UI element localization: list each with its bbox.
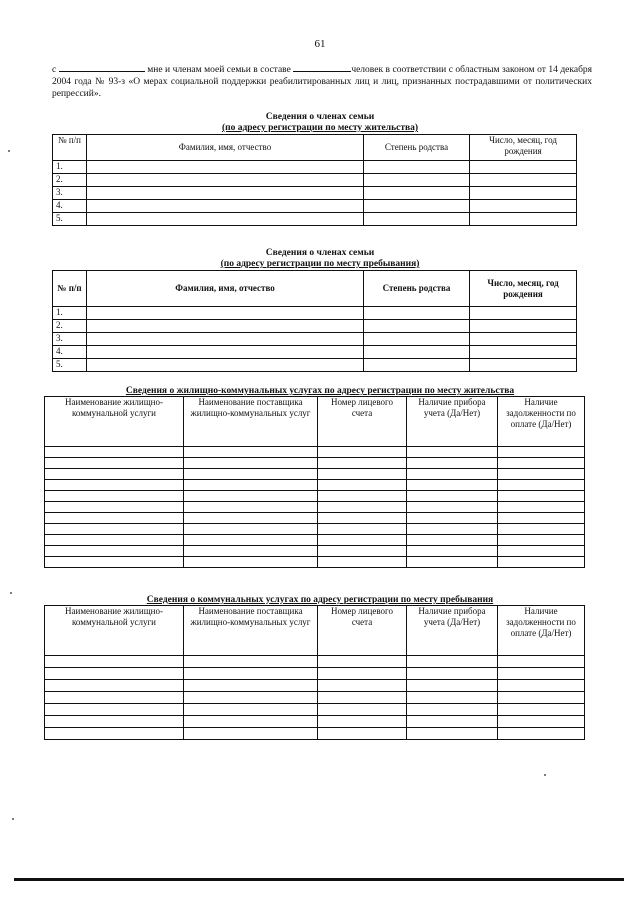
section-family-residence-title <box>0 112 640 134</box>
cell-account[interactable] <box>318 447 407 458</box>
cell-service[interactable] <box>45 513 184 524</box>
family-residence-table <box>52 134 577 226</box>
cell-account[interactable] <box>318 716 407 728</box>
cell-account[interactable] <box>318 728 407 740</box>
cell-account[interactable] <box>318 668 407 680</box>
scan-speck <box>544 774 546 776</box>
cell-debt[interactable] <box>498 546 585 557</box>
cell-account[interactable] <box>318 524 407 535</box>
cell-service[interactable] <box>45 535 184 546</box>
cell-provider[interactable] <box>184 491 318 502</box>
cell-service[interactable] <box>45 716 184 728</box>
cell-service[interactable] <box>45 480 184 491</box>
section-subtitle: (по адресу регистрации по месту пребывания) <box>220 259 420 269</box>
header-relation: Степень родства <box>364 135 470 161</box>
cell-meter[interactable] <box>407 557 498 568</box>
header-meter: Наличие прибора учета (Да/Нет) <box>407 397 498 447</box>
row-number: 4. <box>53 200 87 213</box>
cell-service[interactable] <box>45 668 184 680</box>
intro-paragraph <box>52 62 592 100</box>
row-number: 3. <box>53 187 87 200</box>
cell-meter[interactable] <box>407 480 498 491</box>
family-stay-table <box>52 270 577 372</box>
page-bottom-rule <box>14 878 624 881</box>
cell-account[interactable] <box>318 491 407 502</box>
cell-meter[interactable] <box>407 728 498 740</box>
row-number: 1. <box>53 161 87 174</box>
header-number: № п/п <box>53 271 87 307</box>
cell-meter[interactable] <box>407 469 498 480</box>
cell-fio[interactable] <box>87 307 364 320</box>
cell-birthdate[interactable] <box>470 161 577 174</box>
row-number: 3. <box>53 333 87 346</box>
cell-debt[interactable] <box>498 513 585 524</box>
cell-provider[interactable] <box>184 524 318 535</box>
cell-service[interactable] <box>45 491 184 502</box>
cell-provider[interactable] <box>184 557 318 568</box>
cell-birthdate[interactable] <box>470 346 577 359</box>
cell-account[interactable] <box>318 513 407 524</box>
cell-relation[interactable] <box>364 320 470 333</box>
cell-birthdate[interactable] <box>470 174 577 187</box>
section-subtitle: (по адресу регистрации по месту жительства) <box>221 123 419 133</box>
cell-meter[interactable] <box>407 704 498 716</box>
cell-provider[interactable] <box>184 469 318 480</box>
cell-birthdate[interactable] <box>470 320 577 333</box>
cell-debt[interactable] <box>498 469 585 480</box>
cell-provider[interactable] <box>184 692 318 704</box>
row-number: 2. <box>53 320 87 333</box>
cell-birthdate[interactable] <box>470 213 577 226</box>
cell-provider[interactable] <box>184 704 318 716</box>
cell-provider[interactable] <box>184 680 318 692</box>
cell-service[interactable] <box>45 458 184 469</box>
cell-meter[interactable] <box>407 656 498 668</box>
cell-service[interactable] <box>45 704 184 716</box>
cell-service[interactable] <box>45 557 184 568</box>
cell-debt[interactable] <box>498 716 585 728</box>
cell-provider[interactable] <box>184 656 318 668</box>
cell-account[interactable] <box>318 680 407 692</box>
row-number: 2. <box>53 174 87 187</box>
cell-debt[interactable] <box>498 480 585 491</box>
utilities-residence-table <box>44 396 585 568</box>
cell-meter[interactable] <box>407 546 498 557</box>
cell-service[interactable] <box>45 502 184 513</box>
cell-relation[interactable] <box>364 200 470 213</box>
header-birthdate: Число, месяц, год рождения <box>470 271 577 307</box>
section-title: Сведения о жилищно-коммунальных услугах по адресу регистрации по месту жительства <box>125 386 515 396</box>
cell-relation[interactable] <box>364 187 470 200</box>
header-meter: Наличие прибора учета (Да/Нет) <box>407 606 498 656</box>
scan-speck <box>8 150 10 152</box>
cell-meter[interactable] <box>407 680 498 692</box>
cell-meter[interactable] <box>407 513 498 524</box>
cell-debt[interactable] <box>498 728 585 740</box>
cell-provider[interactable] <box>184 728 318 740</box>
header-number: № п/п <box>53 135 87 161</box>
row-number: 5. <box>53 213 87 226</box>
header-birthdate: Число, месяц, год рождения <box>470 135 577 161</box>
cell-fio[interactable] <box>87 359 364 372</box>
cell-meter[interactable] <box>407 535 498 546</box>
cell-service[interactable] <box>45 469 184 480</box>
cell-account[interactable] <box>318 480 407 491</box>
cell-meter[interactable] <box>407 491 498 502</box>
cell-relation[interactable] <box>364 346 470 359</box>
header-service: Наименование жилищно-коммунальной услуги <box>45 606 184 656</box>
cell-debt[interactable] <box>498 524 585 535</box>
scan-speck <box>10 592 12 594</box>
cell-relation[interactable] <box>364 359 470 372</box>
cell-debt[interactable] <box>498 668 585 680</box>
utilities-stay-table <box>44 605 585 740</box>
intro-text-1: с <box>52 65 57 75</box>
cell-service[interactable] <box>45 656 184 668</box>
section-title: Сведения о членах семьи <box>265 248 375 258</box>
cell-relation[interactable] <box>364 307 470 320</box>
section-family-stay-title <box>0 248 640 270</box>
cell-debt[interactable] <box>498 502 585 513</box>
cell-account[interactable] <box>318 692 407 704</box>
cell-relation[interactable] <box>364 174 470 187</box>
cell-fio[interactable] <box>87 320 364 333</box>
header-debt: Наличие задолженности по оплате (Да/Нет) <box>498 397 585 447</box>
cell-service[interactable] <box>45 546 184 557</box>
header-account: Номер лицевого счета <box>318 606 407 656</box>
cell-service[interactable] <box>45 680 184 692</box>
header-service: Наименование жилищно-коммунальной услуги <box>45 397 184 447</box>
section-title: Сведения о членах семьи <box>265 112 375 122</box>
intro-text-3: человек в соответствии с областным законом от 14 декабря 2004 года № 93-з «О мерах социальной поддержки реабилитированных лиц и лиц, признанных пострадавшими от политических репрессий». <box>52 65 593 99</box>
cell-relation[interactable] <box>364 161 470 174</box>
header-debt: Наличие задолженности по оплате (Да/Нет) <box>498 606 585 656</box>
cell-provider[interactable] <box>184 502 318 513</box>
intro-text-2: мне и членам моей семьи в составе <box>147 65 291 75</box>
cell-meter[interactable] <box>407 668 498 680</box>
cell-account[interactable] <box>318 469 407 480</box>
cell-fio[interactable] <box>87 346 364 359</box>
cell-meter[interactable] <box>407 524 498 535</box>
cell-account[interactable] <box>318 535 407 546</box>
header-fio: Фамилия, имя, отчество <box>87 271 364 307</box>
cell-fio[interactable] <box>87 213 364 226</box>
cell-provider[interactable] <box>184 458 318 469</box>
header-account: Номер лицевого счета <box>318 397 407 447</box>
cell-birthdate[interactable] <box>470 187 577 200</box>
section-title: Сведения о коммунальных услугах по адресу регистрации по месту пребывания <box>146 595 494 605</box>
cell-debt[interactable] <box>498 535 585 546</box>
cell-fio[interactable] <box>87 174 364 187</box>
cell-provider[interactable] <box>184 535 318 546</box>
cell-meter[interactable] <box>407 502 498 513</box>
page-number: 61 <box>314 38 326 50</box>
cell-relation[interactable] <box>364 213 470 226</box>
cell-debt[interactable] <box>498 680 585 692</box>
cell-fio[interactable] <box>87 200 364 213</box>
cell-provider[interactable] <box>184 546 318 557</box>
cell-debt[interactable] <box>498 458 585 469</box>
header-relation: Степень родства <box>364 271 470 307</box>
cell-debt[interactable] <box>498 447 585 458</box>
scan-speck <box>12 818 14 820</box>
cell-meter[interactable] <box>407 458 498 469</box>
input-blank-family-count[interactable] <box>293 62 351 72</box>
cell-provider[interactable] <box>184 668 318 680</box>
row-number: 4. <box>53 346 87 359</box>
header-provider: Наименование поставщика жилищно-коммунальных услуг <box>184 606 318 656</box>
cell-birthdate[interactable] <box>470 359 577 372</box>
cell-provider[interactable] <box>184 716 318 728</box>
row-number: 5. <box>53 359 87 372</box>
cell-birthdate[interactable] <box>470 333 577 346</box>
cell-service[interactable] <box>45 692 184 704</box>
cell-debt[interactable] <box>498 656 585 668</box>
cell-debt[interactable] <box>498 491 585 502</box>
cell-service[interactable] <box>45 524 184 535</box>
cell-provider[interactable] <box>184 480 318 491</box>
cell-fio[interactable] <box>87 187 364 200</box>
cell-account[interactable] <box>318 502 407 513</box>
cell-debt[interactable] <box>498 704 585 716</box>
cell-account[interactable] <box>318 458 407 469</box>
cell-account[interactable] <box>318 656 407 668</box>
cell-service[interactable] <box>45 447 184 458</box>
cell-meter[interactable] <box>407 692 498 704</box>
cell-debt[interactable] <box>498 692 585 704</box>
cell-provider[interactable] <box>184 513 318 524</box>
cell-meter[interactable] <box>407 447 498 458</box>
cell-debt[interactable] <box>498 557 585 568</box>
cell-fio[interactable] <box>87 333 364 346</box>
cell-birthdate[interactable] <box>470 307 577 320</box>
cell-account[interactable] <box>318 546 407 557</box>
cell-meter[interactable] <box>407 716 498 728</box>
cell-provider[interactable] <box>184 447 318 458</box>
cell-account[interactable] <box>318 557 407 568</box>
header-fio: Фамилия, имя, отчество <box>87 135 364 161</box>
cell-birthdate[interactable] <box>470 200 577 213</box>
cell-service[interactable] <box>45 728 184 740</box>
cell-fio[interactable] <box>87 161 364 174</box>
row-number: 1. <box>53 307 87 320</box>
cell-account[interactable] <box>318 704 407 716</box>
cell-relation[interactable] <box>364 333 470 346</box>
input-blank-period[interactable] <box>59 62 145 72</box>
header-provider: Наименование поставщика жилищно-коммунальных услуг <box>184 397 318 447</box>
